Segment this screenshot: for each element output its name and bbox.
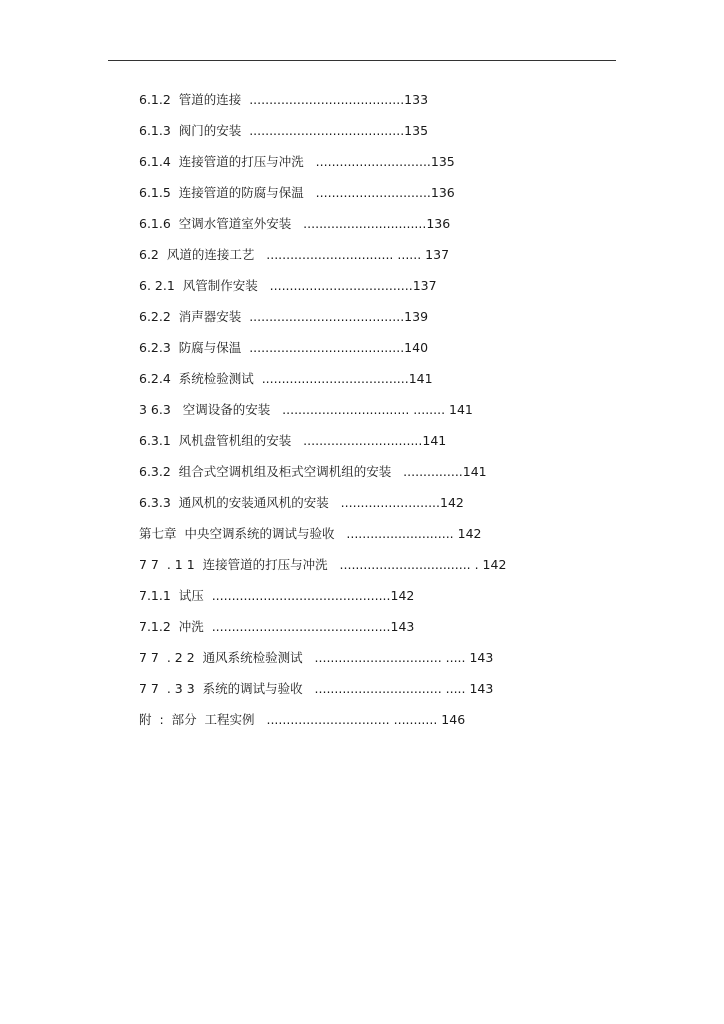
toc-entry: 6.1.5 连接管道的防腐与保温 .............................136 [139,185,455,200]
toc-entry: 6.2.4 系统检验测试 .....................................141 [139,371,433,386]
toc-entry: 附 : 部分 工程实例 ............................... ........... 146 [139,712,466,727]
toc-entry: 6.2 风道的连接工艺 ................................ ...... 137 [139,247,450,262]
toc-entry: 6.1.3 阀门的安装 .......................................135 [139,123,429,138]
toc-entry: 3 6.3 空调设备的安装 ................................ ........ 141 [139,402,473,417]
toc-entry: 6.1.6 空调水管道室外安装 ...............................136 [139,216,451,231]
toc-entry: 7 7 . 1 1 连接管道的打压与冲洗 ................................. . 142 [139,557,507,572]
toc-entry: 6. 2.1 风管制作安装 ....................................137 [139,278,437,293]
toc-entry: 6.1.2 管道的连接 .......................................133 [139,92,429,107]
header-rule [108,60,616,61]
toc-entry: 6.3.2 组合式空调机组及柜式空调机组的安装 ...............141 [139,464,487,479]
toc-entry: 6.3.1 风机盘管机组的安装 ..............................141 [139,433,447,448]
toc-entry: 7 7 . 2 2 通风系统检验测试 ................................ ..... 143 [139,650,494,665]
toc-entry: 6.3.3 通风机的安装通风机的安装 .........................142 [139,495,464,510]
toc-entry: 6.2.3 防腐与保温 .......................................140 [139,340,429,355]
toc-entry: 第七章 中央空调系统的调试与验收 ........................... 142 [139,526,482,541]
toc-entry: 7.1.1 试压 .............................................142 [139,588,415,603]
toc-entry: 6.1.4 连接管道的打压与冲洗 .............................135 [139,154,455,169]
table-of-contents [139,90,579,741]
toc-entry: 7 7 . 3 3 系统的调试与验收 ................................ ..... 143 [139,681,494,696]
toc-entry: 7.1.2 冲洗 .............................................143 [139,619,415,634]
toc-entry: 6.2.2 消声器安装 .......................................139 [139,309,429,324]
